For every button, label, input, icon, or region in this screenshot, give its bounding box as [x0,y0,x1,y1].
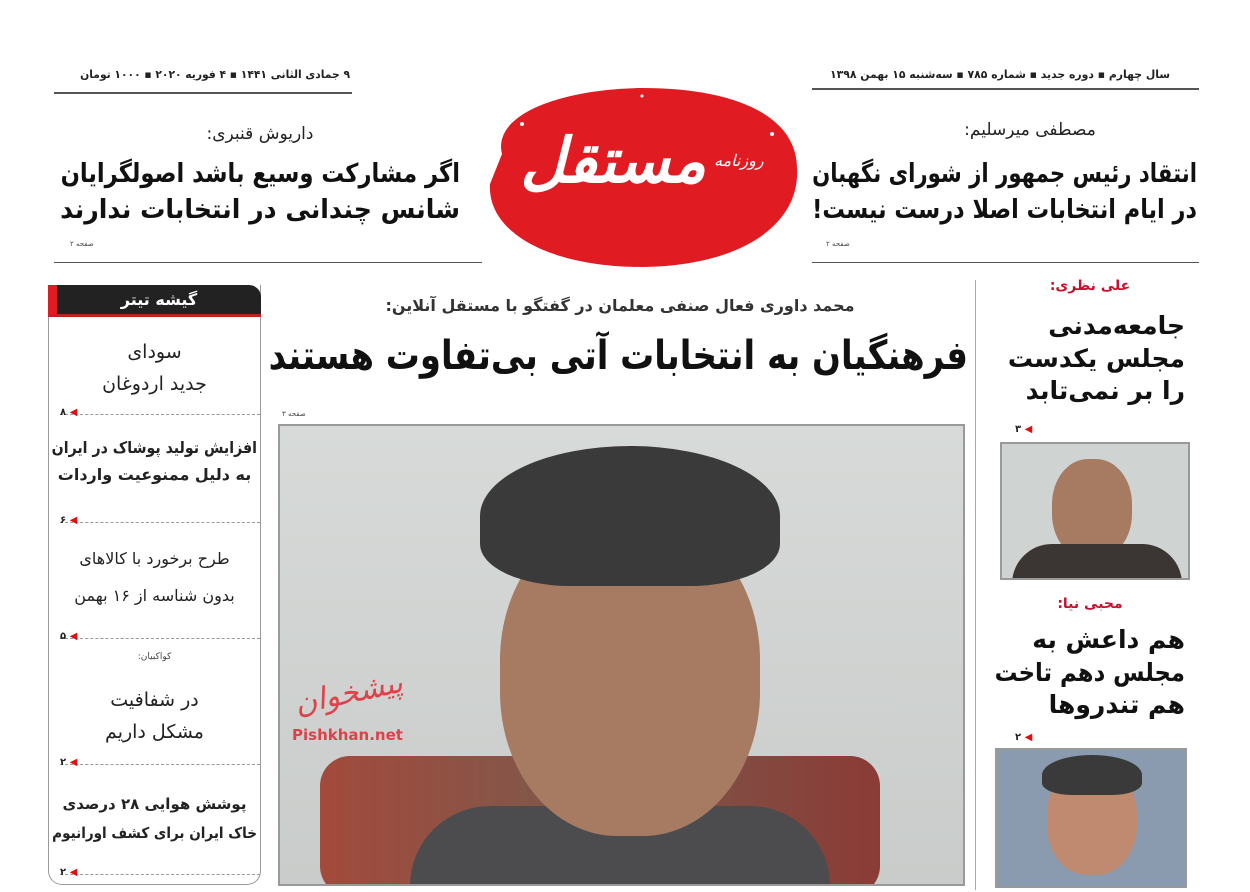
watermark-logo: پیشخوان [291,665,406,722]
arrow-icon: ◀ [1024,424,1033,435]
page-number: ۲ [60,757,67,768]
arrow-icon: ◀ [69,407,78,418]
right-kicker: محبی نیا: [1057,596,1123,612]
item-line: پوشش هوایی ۲۸ درصدی [62,795,247,813]
main-photo [278,424,965,886]
page-number: ۲ [60,867,67,878]
arrow-icon: ◀ [69,515,78,526]
divider [812,262,1199,263]
page-ref [60,757,77,768]
sidebar-item[interactable] [52,545,257,609]
sidebar-title: گیشه تیتر [48,285,261,317]
rule-left [54,92,352,94]
headline-line: شانس چندانی در انتخابات ندارند [60,195,460,226]
dashed-divider [60,764,260,765]
logo-lettering [502,124,782,197]
sidebar-item[interactable] [52,336,257,401]
headline-line: مجلس دهم تاخت [994,657,1185,687]
item-line: بدون شناسه از ۱۶ بهمن [74,586,235,606]
logo-title: مستقل [520,124,706,197]
dashed-divider [60,522,260,523]
page-ref [1015,424,1032,435]
right-photo-2 [995,748,1187,888]
rule-right [812,88,1199,90]
dashed-divider [60,414,260,415]
right-headline[interactable] [995,310,1185,408]
page-ref [60,631,77,642]
headline-line: در ایام انتخابات اصلا درست نیست! [812,195,1197,226]
column-divider [975,280,976,890]
page-number: ۵ [60,631,67,642]
item-line: سودای [127,341,182,363]
watermark-logo-url: Pishkhan.net [292,726,403,744]
headline-line: هم تندروها [1048,690,1185,719]
suit [1012,544,1182,580]
page-number: ۳ [1015,424,1022,435]
right-photo-1 [1000,442,1190,580]
right-headline[interactable] [995,624,1185,722]
item-line: افزایش تولید پوشاک در ایران [51,438,257,457]
top-right-headline[interactable] [812,156,1197,229]
headline-line: هم داعش به [1032,625,1185,654]
page-number: ۶ [60,515,67,526]
arrow-icon: ◀ [69,867,78,878]
hair [1042,755,1142,795]
dashed-divider [60,874,260,875]
page-ref [60,407,77,418]
page-ref [1015,732,1032,743]
newspaper-logo [482,84,802,270]
main-kicker: محمد داوری فعال صنفی معلمان در گفتگو با مستقل آنلاین: [385,296,855,315]
page-number: ۲ [1015,732,1022,743]
logo-subtitle: روزنامه [713,151,764,170]
headline-line: مجلس یکدست [1007,343,1185,373]
item-line: طرح برخورد با کالاهای [79,549,230,568]
hair [480,446,780,586]
divider [54,262,482,263]
page-ref: صفحه ۲ [70,240,94,248]
headline-line: جامعه‌مدنی [1048,311,1185,340]
sidebar-item[interactable] [52,790,257,847]
right-kicker: علی نظری: [1049,278,1131,294]
main-headline[interactable]: فرهنگیان به انتخابات آتی بی‌تفاوت هستند [268,333,968,379]
page-ref [60,867,77,878]
dateline-right: سال چهارم ▪ دوره جدید ▪ شماره ۷۸۵ ▪ سه‌شنبه ۱۵ بهمن ۱۳۹۸ [829,68,1170,81]
arrow-icon: ◀ [1024,732,1033,743]
item-line: مشکل داریم [105,721,204,744]
headline-line: را بر نمی‌تابد [1025,376,1185,405]
dateline-left: ۹ جمادی الثانی ۱۴۴۱ ▪ ۴ فوریه ۲۰۲۰ ▪ ۱۰۰۰ تومان [80,68,350,81]
top-right-kicker: مصطفی میرسلیم: [964,120,1096,140]
top-left-kicker: داریوش قنبری: [206,124,314,144]
page-ref [60,515,77,526]
item-line: به دلیل ممنوعیت واردات [57,465,252,485]
arrow-icon: ◀ [69,757,78,768]
item-line: خاک ایران برای کشف اورانیوم [52,823,257,842]
page-ref: صفحه ۲ [826,240,850,248]
headline-line: اگر مشارکت وسیع باشد اصولگرایان [60,159,460,189]
item-line: در شفافیت [110,689,199,711]
sidebar-item[interactable] [52,684,257,749]
arrow-icon: ◀ [69,631,78,642]
dashed-divider [60,638,260,639]
item-line: جدید اردوغان [102,373,207,396]
top-left-headline[interactable] [60,156,460,229]
page-ref: صفحه ۳ [282,410,306,418]
sidebar-item[interactable] [52,434,257,488]
headline-line: انتقاد رئیس جمهور از شورای نگهبان [812,159,1197,189]
page-number: ۸ [60,407,67,418]
sidebar-kicker: کواکبیان: [137,652,172,662]
